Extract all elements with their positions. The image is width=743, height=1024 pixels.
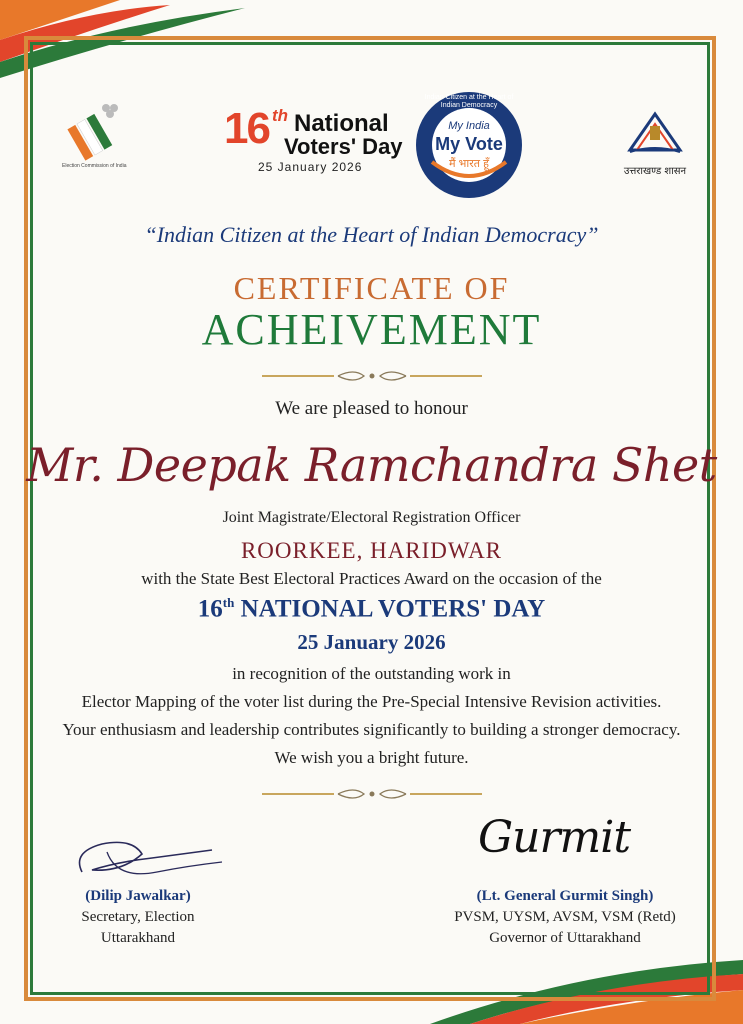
state-emblem-icon [625,108,685,158]
ballot-box-icon [62,100,132,162]
certificate-heading-large: ACHEIVEMENT [201,305,542,354]
left-signatory-name: (Dilip Jawalkar) [85,888,191,904]
designation: Joint Magistrate/Electoral Registration Officer [222,509,521,526]
event-name: NATIONAL VOTERS' DAY [240,595,546,623]
nvd-suffix: th [272,106,289,125]
certificate-heading-small: CERTIFICATE OF [233,270,510,306]
nvd-logo [224,104,404,176]
right-signatory-name: (Lt. General Gurmit Singh) [476,888,654,904]
event-title [0,595,743,623]
badge-line3: मैं भारत हूँ [449,158,489,170]
top-flourish-divider [262,366,482,386]
nvd-title-line1: National [294,110,389,137]
recipient-name: Mr. Deepak Ramchandra Shet [26,438,717,492]
left-signatory-org: Uttarakhand [100,930,176,946]
body-line-3: Your enthusiasm and leadership contributes significantly to building a stronger democracy. [62,720,681,739]
tagline: “Indian Citizen at the Heart of Indian Democracy” [144,222,599,247]
right-signatory-honours: PVSM, UYSM, AVSM, VSM (Retd) [454,909,676,925]
body-line-1: in recognition of the outstanding work in [232,664,511,683]
left-signature-scribble [62,832,232,892]
event-suffix: th [222,595,235,610]
place: ROORKEE, HARIDWAR [240,538,503,563]
my-vote-badge [414,90,524,200]
nvd-date: 25 January 2026 [258,160,363,174]
honour-line: We are pleased to honour [275,398,468,419]
body-line-2: Elector Mapping of the voter list during the Pre-Special Intensive Revision activities. [81,692,662,711]
right-signature: Gurmit [478,812,630,863]
award-line: with the State Best Electoral Practices Award on the occasion of the [141,569,602,588]
right-signatory-title: Governor of Uttarakhand [489,930,641,946]
nvd-title-line2: Voters' Day [284,134,403,159]
left-signatory [48,886,228,949]
eci-label: Election Commission of India [62,163,127,169]
right-signatory [420,886,710,949]
event-date: 25 January 2026 [297,630,446,654]
uttarakhand-logo [618,108,692,182]
badge-ring-text: Indian Citizen at the Heart of Indian Democracy [424,94,514,109]
eci-logo [62,100,132,170]
badge-line1: My India [448,120,490,132]
body-line-4: We wish you a bright future. [274,748,469,767]
left-signatory-title: Secretary, Election [81,909,195,925]
badge-line2: My Vote [435,134,503,154]
state-label: उत्तराखण्ड शासन [623,166,687,177]
nvd-number: 16 [224,104,269,153]
bottom-flourish-divider [262,784,482,804]
event-number: 16 [197,595,223,623]
